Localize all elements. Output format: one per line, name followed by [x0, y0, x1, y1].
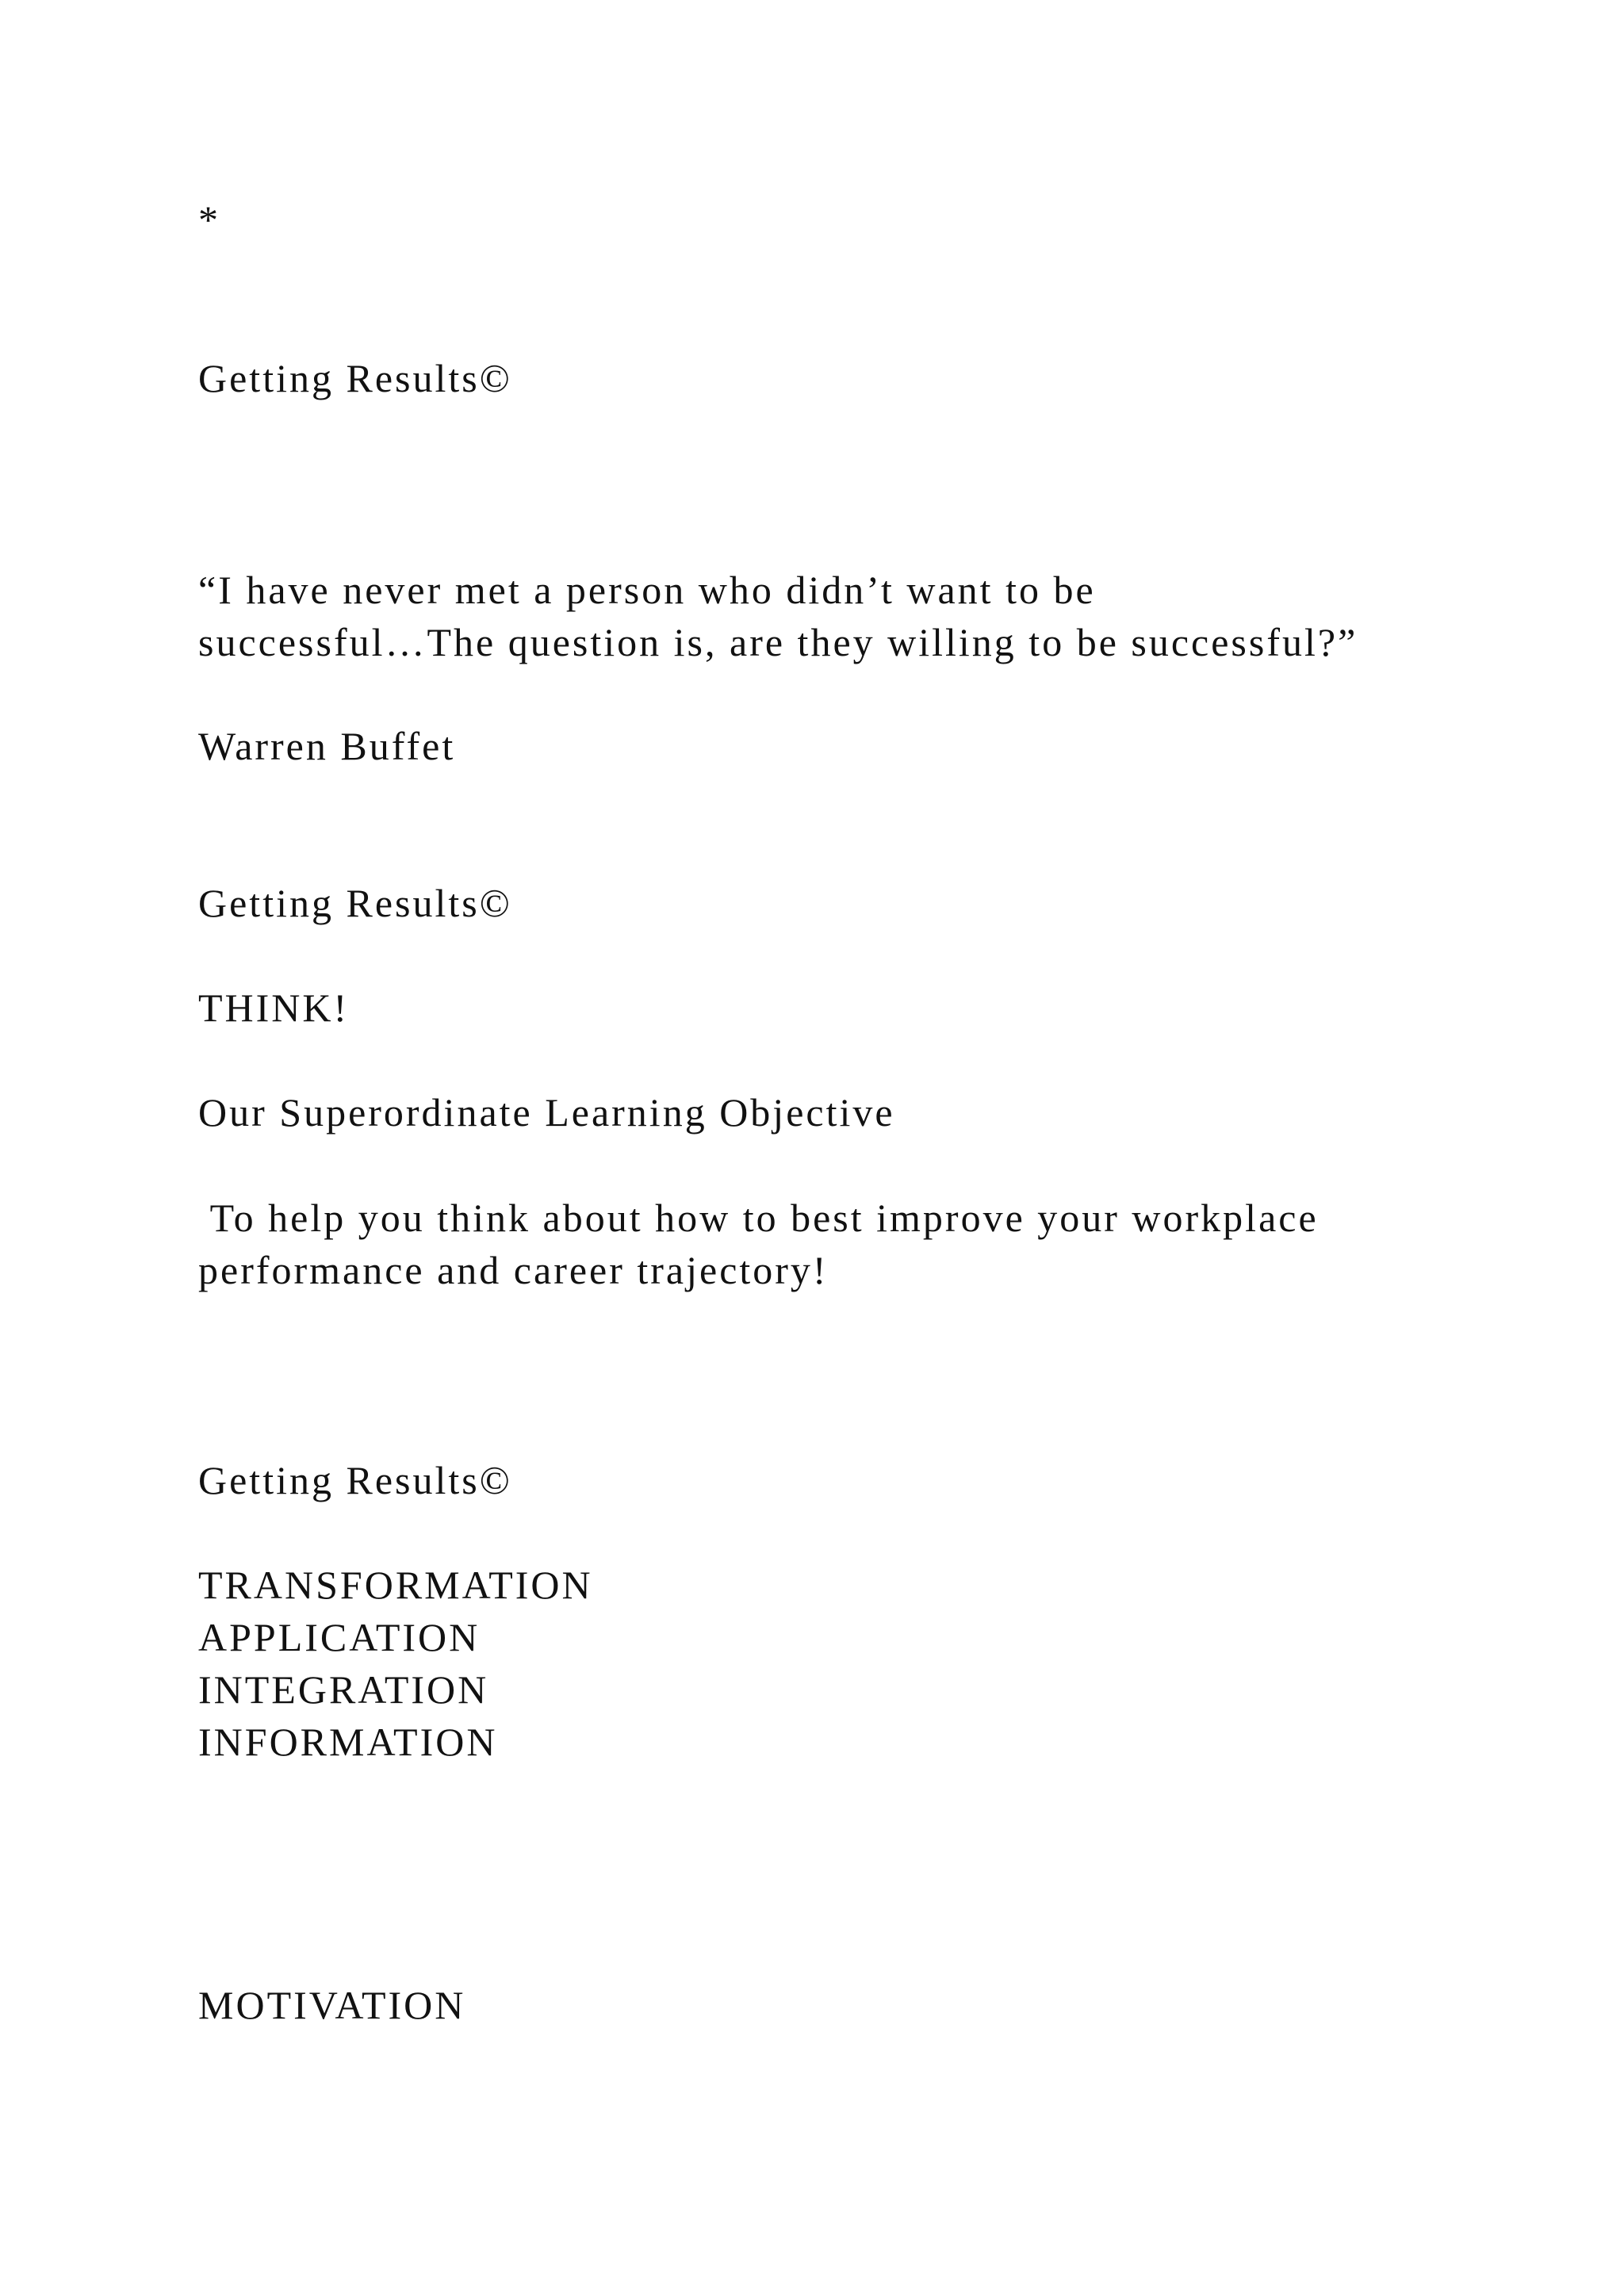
level-transformation: TRANSFORMATION — [198, 1563, 593, 1607]
level-integration: INTEGRATION — [198, 1667, 489, 1712]
quote-line-1: “I have never met a person who didn’t want to be — [198, 568, 1096, 612]
slide2-title: Getting Results© — [198, 881, 512, 925]
quote-author: Warren Buffet — [198, 724, 456, 768]
objective-line-2: performance and career trajectory! — [198, 1248, 829, 1292]
quote-line-2: successful…The question is, are they willing to be successful?” — [198, 620, 1358, 664]
objective-line-1: To help you think about how to best improve your workplace — [198, 1196, 1319, 1240]
slide3-title: Getting Results© — [198, 1458, 512, 1502]
slide2-subheading: Our Superordinate Learning Objective — [198, 1090, 895, 1135]
level-information: INFORMATION — [198, 1720, 498, 1764]
slide1-title: Getting Results© — [198, 356, 512, 400]
level-motivation: MOTIVATION — [198, 1983, 466, 2027]
slide2-heading: THINK! — [198, 985, 350, 1030]
asterisk-marker: * — [198, 197, 220, 242]
level-application: APPLICATION — [198, 1615, 481, 1659]
